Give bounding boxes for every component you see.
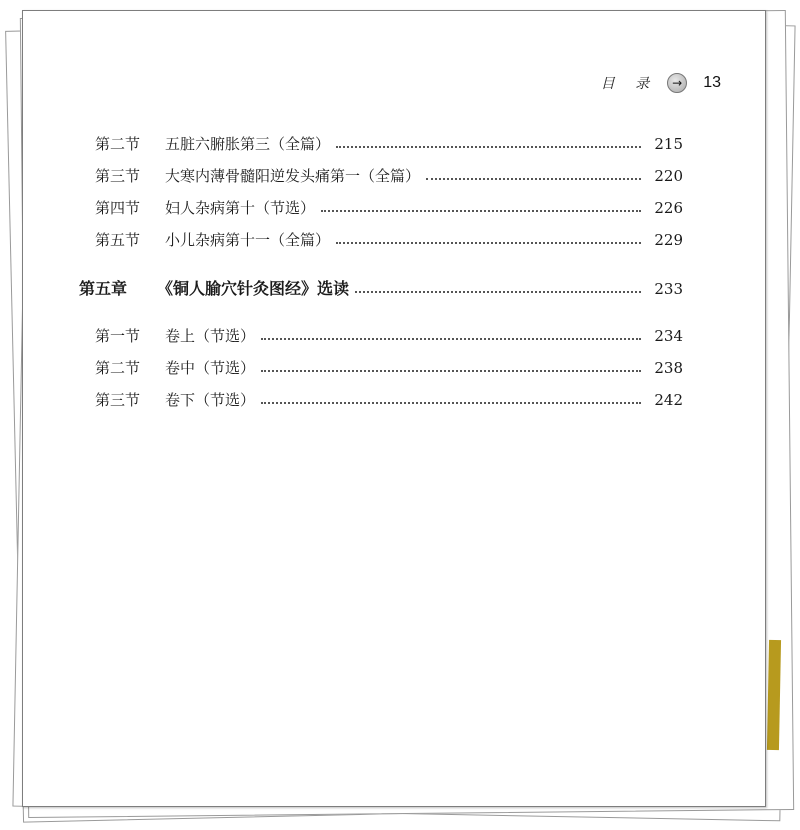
header-title: 目 录 — [600, 76, 658, 92]
toc-entry[interactable] — [95, 359, 683, 377]
dot-leader — [426, 177, 641, 180]
toc-title: 卷中（节选） — [165, 359, 256, 377]
toc-section-number: 第三节 — [95, 391, 141, 409]
dot-leader — [261, 369, 641, 372]
page-number: 13 — [703, 74, 721, 91]
toc-section-number: 第二节 — [95, 359, 141, 377]
toc-page-number: 242 — [654, 391, 683, 409]
toc-section-number: 第四节 — [95, 199, 141, 217]
arrow-right-icon: → — [667, 73, 687, 93]
toc-title: 妇人杂病第十（节选） — [165, 199, 316, 217]
dot-leader — [321, 209, 641, 212]
toc-chapter-title: 《铜人腧穴针灸图经》选读 — [157, 279, 350, 298]
toc-entry[interactable] — [95, 391, 683, 409]
toc-entry[interactable] — [95, 199, 683, 217]
toc-page-number: 226 — [654, 199, 683, 217]
dot-leader — [261, 337, 641, 340]
toc-title: 卷上（节选） — [165, 327, 256, 345]
toc-title: 卷下（节选） — [165, 391, 256, 409]
toc-page-number: 238 — [654, 359, 683, 377]
toc-title: 大寒内薄骨髓阳逆发头痛第一（全篇） — [165, 167, 421, 185]
toc-page-number: 220 — [654, 167, 683, 185]
book-cover-edge — [767, 640, 781, 750]
toc-page-number: 234 — [654, 327, 683, 345]
toc-title: 五脏六腑胀第三（全篇） — [165, 135, 331, 153]
toc-page-number: 229 — [654, 231, 683, 249]
dot-leader — [336, 145, 641, 148]
toc-section-number: 第一节 — [95, 327, 141, 345]
dot-leader — [355, 290, 641, 293]
toc-page-number: 233 — [654, 280, 683, 298]
document-page — [22, 10, 766, 807]
toc-entry[interactable] — [95, 327, 683, 345]
toc-chapter-entry[interactable] — [79, 280, 683, 298]
toc-chapter-number: 第五章 — [79, 279, 128, 298]
toc-entry[interactable] — [95, 167, 683, 185]
toc-section-number: 第五节 — [95, 231, 141, 249]
toc-section-number: 第二节 — [95, 135, 141, 153]
toc-page-number: 215 — [654, 135, 683, 153]
toc-entry[interactable] — [95, 135, 683, 153]
toc-entry[interactable] — [95, 231, 683, 249]
toc-title: 小儿杂病第十一（全篇） — [165, 231, 331, 249]
dot-leader — [261, 401, 641, 404]
running-header — [601, 73, 721, 93]
toc-section-number: 第三节 — [95, 167, 141, 185]
dot-leader — [336, 241, 641, 244]
